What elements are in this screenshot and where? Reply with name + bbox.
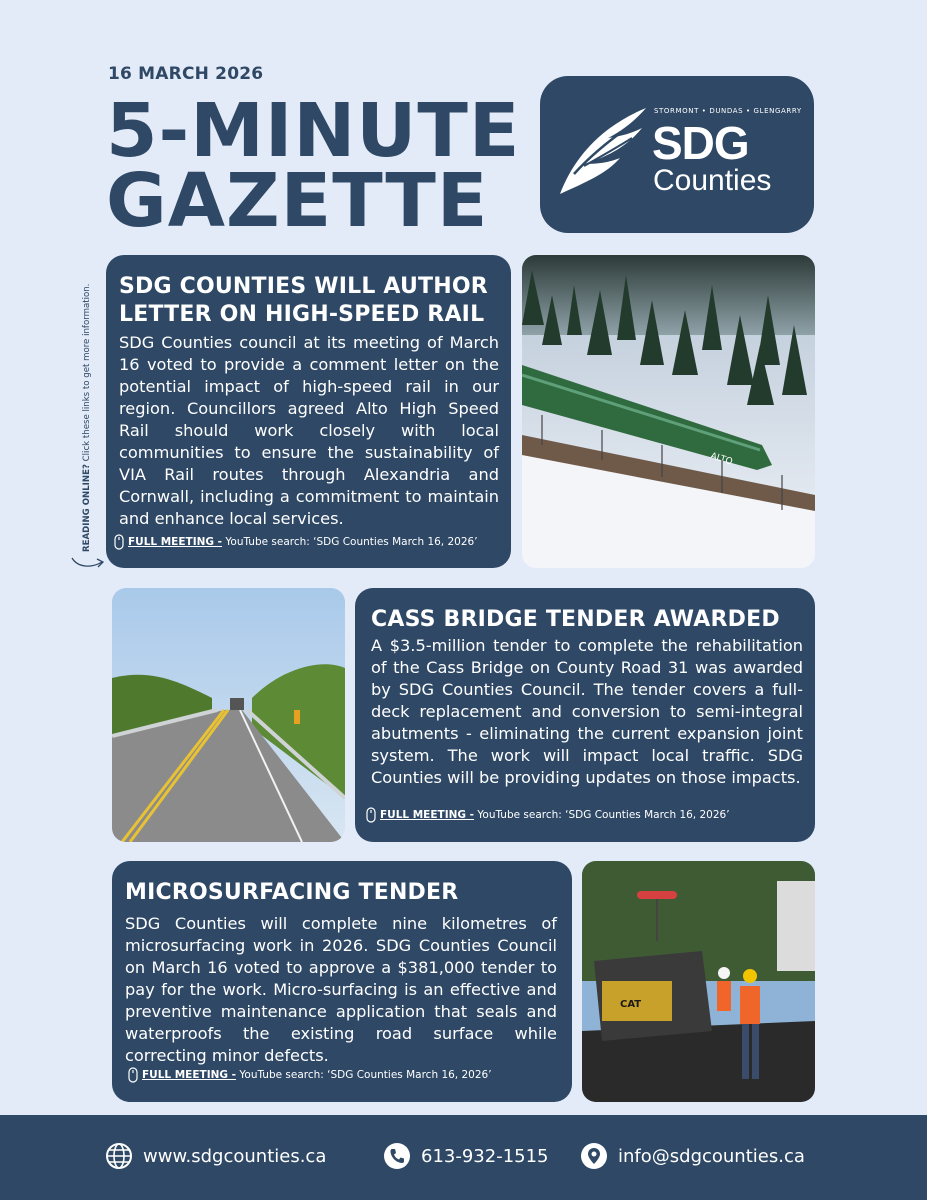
email-text: info@sdgcounties.ca: [618, 1145, 805, 1167]
microsurfacing-crew-photo: [582, 861, 815, 1102]
phone-text: 613-932-1515: [421, 1145, 549, 1167]
article-body: A $3.5-million tender to complete the rehabilitation of the Cass Bridge on County Road 31 was awarded by SDG Counties Council. The tender covers a full-deck replacement and conversion to semi-integral abutments - eliminating the current expansion joint system. The work will impact local traffic. SDG Counties will be providing updates on those impacts.: [371, 636, 803, 787]
phone-icon: [383, 1142, 411, 1170]
logo-subtitle: Counties: [653, 164, 772, 197]
feather-logo-icon: [554, 102, 654, 202]
cass-bridge-photo: [112, 588, 345, 842]
article-card-high-speed-rail: [106, 255, 511, 568]
globe-icon: [105, 1142, 133, 1170]
article-card-cass-bridge: [355, 588, 815, 842]
footer-phone[interactable]: [383, 1142, 549, 1170]
full-meeting-link[interactable]: FULL MEETING - YouTube search: ‘SDG Counties March 16, 2026’: [114, 534, 478, 550]
mouse-icon: [128, 1067, 138, 1083]
article-card-microsurfacing: [112, 861, 572, 1102]
train-logo-text: ALTO: [709, 451, 734, 468]
sdg-logo: [540, 76, 814, 233]
issue-date: 16 MARCH 2026: [108, 64, 264, 84]
reading-online-label: READING ONLINE?: [82, 464, 92, 552]
paver-brand-text: CAT: [620, 999, 642, 1010]
page-title-line2: GAZETTE: [106, 158, 489, 244]
mouse-icon: [366, 807, 376, 823]
footer-website[interactable]: [105, 1142, 326, 1170]
curved-arrow-icon: [70, 552, 106, 572]
website-text: www.sdgcounties.ca: [143, 1145, 327, 1167]
high-speed-train-photo: [522, 255, 815, 568]
page-title-line1: 5-MINUTE: [106, 88, 521, 174]
footer: [0, 1115, 927, 1200]
article-body: SDG Counties council at its meeting of March 16 voted to provide a comment letter on the potential impact of high-speed rail in our region. Councillors agreed Alto High Speed Rail should work closely with local communities to ensure the sustainability of VIA Rail routes through Alexandria and Cornwall, including a commitment to maintain and enhance local services.: [119, 333, 499, 528]
article-body: SDG Counties will complete nine kilometres of microsurfacing work in 2026. SDG Counties Council on March 16 voted to approve a $381,000 tender to pay for the work. Micro-surfacing is an effective and preventive maintenance application that seals and waterproofs the existing road surface while correcting minor defects.: [125, 914, 557, 1065]
reading-online-note: [82, 284, 92, 552]
footer-email[interactable]: [580, 1142, 805, 1170]
logo-region-text: STORMONT • DUNDAS • GLENGARRY: [654, 107, 802, 115]
full-meeting-link[interactable]: FULL MEETING - YouTube search: ‘SDG Counties March 16, 2026’: [366, 807, 730, 823]
full-meeting-link[interactable]: FULL MEETING - YouTube search: ‘SDG Counties March 16, 2026’: [128, 1067, 492, 1083]
article-headline: SDG COUNTIES WILL AUTHOR LETTER ON HIGH-SPEED RAIL: [119, 274, 488, 327]
article-headline: MICROSURFACING TENDER: [125, 880, 459, 905]
logo-name: SDG: [652, 117, 749, 169]
mouse-icon: [114, 534, 124, 550]
location-pin-icon: [580, 1142, 608, 1170]
article-headline: CASS BRIDGE TENDER AWARDED: [371, 607, 780, 632]
reading-online-text: Click these links to get more information.: [82, 283, 92, 465]
